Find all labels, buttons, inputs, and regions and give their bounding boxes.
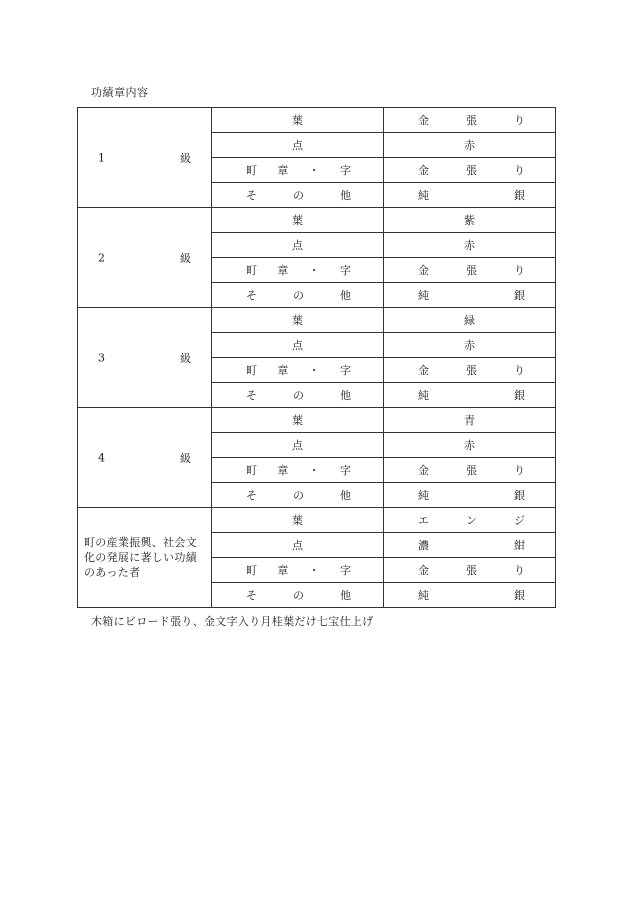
part-char: 章 bbox=[277, 264, 289, 277]
table-row bbox=[78, 508, 556, 533]
part-char: 点 bbox=[292, 339, 303, 352]
part-char: の bbox=[293, 589, 304, 602]
part-char: の bbox=[293, 189, 304, 202]
footnote: 木箱にビロード張り、金文字入り月桂葉だけ七宝仕上げ bbox=[91, 615, 374, 628]
part-char: 葉 bbox=[292, 514, 303, 527]
part-char: 葉 bbox=[292, 214, 303, 227]
part-char: 他 bbox=[340, 389, 351, 402]
material-cell bbox=[384, 383, 556, 408]
part-char: 章 bbox=[277, 364, 289, 377]
material-text bbox=[384, 287, 555, 303]
part-char: そ bbox=[246, 589, 257, 602]
material-cell bbox=[384, 533, 556, 558]
material-text bbox=[384, 237, 555, 253]
material-text bbox=[384, 312, 555, 328]
part-cell bbox=[212, 408, 384, 433]
material-char: り bbox=[514, 364, 525, 377]
material-char: 金 bbox=[418, 264, 429, 277]
part-cell bbox=[212, 558, 384, 583]
part-cell bbox=[212, 508, 384, 533]
material-char: 赤 bbox=[464, 139, 475, 152]
part-char: 字 bbox=[339, 264, 351, 277]
material-char: 金 bbox=[418, 114, 429, 127]
part-char: 葉 bbox=[292, 414, 303, 427]
grade-number: 3 bbox=[98, 351, 105, 364]
part-char: そ bbox=[246, 289, 257, 302]
part-cell bbox=[212, 383, 384, 408]
part-cell bbox=[212, 258, 384, 283]
table-row bbox=[78, 108, 556, 133]
material-char: 青 bbox=[464, 414, 475, 427]
part-char: 他 bbox=[340, 289, 351, 302]
part-char: 点 bbox=[292, 139, 303, 152]
part-char: 点 bbox=[292, 239, 303, 252]
material-char: り bbox=[514, 114, 525, 127]
material-char: 金 bbox=[418, 164, 429, 177]
part-char: の bbox=[293, 489, 304, 502]
material-char: 純 bbox=[418, 289, 429, 302]
part-char: 他 bbox=[340, 189, 351, 202]
part-text bbox=[212, 362, 383, 378]
part-char: 町 bbox=[246, 464, 257, 477]
material-cell bbox=[384, 408, 556, 433]
document-title: 功績章内容 bbox=[91, 86, 149, 99]
part-text bbox=[212, 387, 383, 403]
part-char: 葉 bbox=[292, 314, 303, 327]
material-text bbox=[384, 212, 555, 228]
medal-table-body bbox=[78, 108, 556, 608]
material-cell bbox=[384, 258, 556, 283]
material-char: 純 bbox=[418, 589, 429, 602]
grade-cell bbox=[78, 408, 212, 508]
material-char: 張 bbox=[466, 364, 477, 377]
grade-number: 1 bbox=[98, 151, 105, 164]
part-char: 町 bbox=[246, 564, 257, 577]
table-row bbox=[78, 408, 556, 433]
material-cell bbox=[384, 308, 556, 333]
material-cell bbox=[384, 583, 556, 608]
material-text bbox=[384, 562, 555, 578]
part-text bbox=[212, 337, 383, 353]
grade-description-line: のあった者 bbox=[84, 566, 141, 579]
material-cell bbox=[384, 233, 556, 258]
material-cell bbox=[384, 283, 556, 308]
part-text bbox=[212, 187, 383, 203]
material-char: 紺 bbox=[514, 539, 525, 552]
material-char: 赤 bbox=[464, 339, 475, 352]
part-char: 字 bbox=[339, 364, 351, 377]
grade-number: 2 bbox=[98, 251, 105, 264]
material-char: 純 bbox=[418, 389, 429, 402]
part-char: 葉 bbox=[292, 114, 303, 127]
material-cell bbox=[384, 358, 556, 383]
part-text bbox=[212, 312, 383, 328]
medal-content-table bbox=[77, 107, 556, 608]
material-text bbox=[384, 537, 555, 553]
part-text bbox=[212, 437, 383, 453]
part-char: 字 bbox=[339, 464, 351, 477]
material-cell bbox=[384, 183, 556, 208]
material-char: 赤 bbox=[464, 239, 475, 252]
material-text bbox=[384, 487, 555, 503]
material-cell bbox=[384, 508, 556, 533]
material-text bbox=[384, 437, 555, 453]
material-text bbox=[384, 137, 555, 153]
part-char: そ bbox=[246, 189, 257, 202]
material-char: り bbox=[514, 264, 525, 277]
material-cell bbox=[384, 208, 556, 233]
material-char: 張 bbox=[466, 164, 477, 177]
part-text bbox=[212, 462, 383, 478]
material-char: 銀 bbox=[514, 289, 525, 302]
grade-cell-special bbox=[78, 508, 212, 608]
material-cell bbox=[384, 458, 556, 483]
part-char: の bbox=[293, 389, 304, 402]
material-text bbox=[384, 337, 555, 353]
grade-number: 4 bbox=[98, 451, 105, 464]
part-cell bbox=[212, 208, 384, 233]
part-cell bbox=[212, 108, 384, 133]
part-cell bbox=[212, 308, 384, 333]
material-char: り bbox=[514, 464, 525, 477]
grade-unit: 級 bbox=[180, 151, 191, 165]
part-char: 点 bbox=[292, 439, 303, 452]
part-cell bbox=[212, 333, 384, 358]
material-char: 金 bbox=[418, 464, 429, 477]
part-text bbox=[212, 262, 383, 278]
material-char: ン bbox=[466, 514, 477, 527]
part-cell bbox=[212, 483, 384, 508]
part-char: そ bbox=[246, 489, 257, 502]
material-char: り bbox=[514, 564, 525, 577]
part-cell bbox=[212, 458, 384, 483]
material-text bbox=[384, 162, 555, 178]
material-char: 純 bbox=[418, 489, 429, 502]
material-char: 銀 bbox=[514, 589, 525, 602]
table-row bbox=[78, 208, 556, 233]
part-text bbox=[212, 537, 383, 553]
part-cell bbox=[212, 358, 384, 383]
material-char: 緑 bbox=[464, 314, 475, 327]
material-text bbox=[384, 112, 555, 128]
part-char: 字 bbox=[339, 564, 351, 577]
material-cell bbox=[384, 433, 556, 458]
material-char: 張 bbox=[466, 114, 477, 127]
part-char: 町 bbox=[246, 364, 257, 377]
material-char: 赤 bbox=[464, 439, 475, 452]
grade-description-line: 化の発展に著しい功績 bbox=[84, 551, 197, 564]
material-char: ジ bbox=[514, 514, 525, 527]
part-cell bbox=[212, 158, 384, 183]
material-char: 張 bbox=[466, 264, 477, 277]
grade-cell bbox=[78, 308, 212, 408]
grade-unit: 級 bbox=[180, 451, 191, 465]
material-char: 紫 bbox=[464, 214, 475, 227]
material-text bbox=[384, 387, 555, 403]
part-char: ・ bbox=[308, 464, 320, 477]
part-char: 点 bbox=[292, 539, 303, 552]
material-cell bbox=[384, 158, 556, 183]
part-char: 字 bbox=[339, 164, 351, 177]
part-cell bbox=[212, 183, 384, 208]
material-char: 銀 bbox=[514, 189, 525, 202]
material-text bbox=[384, 462, 555, 478]
part-cell bbox=[212, 283, 384, 308]
part-text bbox=[212, 512, 383, 528]
part-char: 章 bbox=[277, 164, 289, 177]
material-char: 張 bbox=[466, 564, 477, 577]
part-char: 章 bbox=[277, 564, 289, 577]
material-char: 銀 bbox=[514, 489, 525, 502]
material-text bbox=[384, 512, 555, 528]
material-char: 張 bbox=[466, 464, 477, 477]
part-cell bbox=[212, 233, 384, 258]
part-char: ・ bbox=[308, 264, 320, 277]
part-char: そ bbox=[246, 389, 257, 402]
material-cell bbox=[384, 558, 556, 583]
grade-cell bbox=[78, 208, 212, 308]
part-text bbox=[212, 412, 383, 428]
part-text bbox=[212, 562, 383, 578]
material-char: エ bbox=[418, 514, 429, 527]
grade-unit: 級 bbox=[180, 351, 191, 365]
part-char: ・ bbox=[308, 364, 320, 377]
grade-description-line: 町の産業振興、社会文 bbox=[84, 536, 197, 549]
grade-cell bbox=[78, 108, 212, 208]
part-cell bbox=[212, 433, 384, 458]
grade-unit: 級 bbox=[180, 251, 191, 265]
material-text bbox=[384, 412, 555, 428]
part-cell bbox=[212, 583, 384, 608]
material-cell bbox=[384, 133, 556, 158]
material-char: 銀 bbox=[514, 389, 525, 402]
material-text bbox=[384, 587, 555, 603]
part-text bbox=[212, 287, 383, 303]
material-text bbox=[384, 362, 555, 378]
part-char: 他 bbox=[340, 589, 351, 602]
material-text bbox=[384, 262, 555, 278]
part-char: ・ bbox=[308, 564, 320, 577]
part-cell bbox=[212, 533, 384, 558]
part-char: 章 bbox=[277, 464, 289, 477]
part-text bbox=[212, 487, 383, 503]
part-text bbox=[212, 212, 383, 228]
material-cell bbox=[384, 483, 556, 508]
part-char: 他 bbox=[340, 489, 351, 502]
material-text bbox=[384, 187, 555, 203]
part-cell bbox=[212, 133, 384, 158]
part-char: ・ bbox=[308, 164, 320, 177]
material-char: り bbox=[514, 164, 525, 177]
material-cell bbox=[384, 333, 556, 358]
part-text bbox=[212, 237, 383, 253]
table-row bbox=[78, 308, 556, 333]
material-char: 純 bbox=[418, 189, 429, 202]
material-char: 濃 bbox=[418, 539, 429, 552]
part-char: の bbox=[293, 289, 304, 302]
part-char: 町 bbox=[246, 164, 257, 177]
part-text bbox=[212, 112, 383, 128]
part-text bbox=[212, 162, 383, 178]
material-char: 金 bbox=[418, 364, 429, 377]
material-cell bbox=[384, 108, 556, 133]
part-text bbox=[212, 137, 383, 153]
part-char: 町 bbox=[246, 264, 257, 277]
material-char: 金 bbox=[418, 564, 429, 577]
part-text bbox=[212, 587, 383, 603]
